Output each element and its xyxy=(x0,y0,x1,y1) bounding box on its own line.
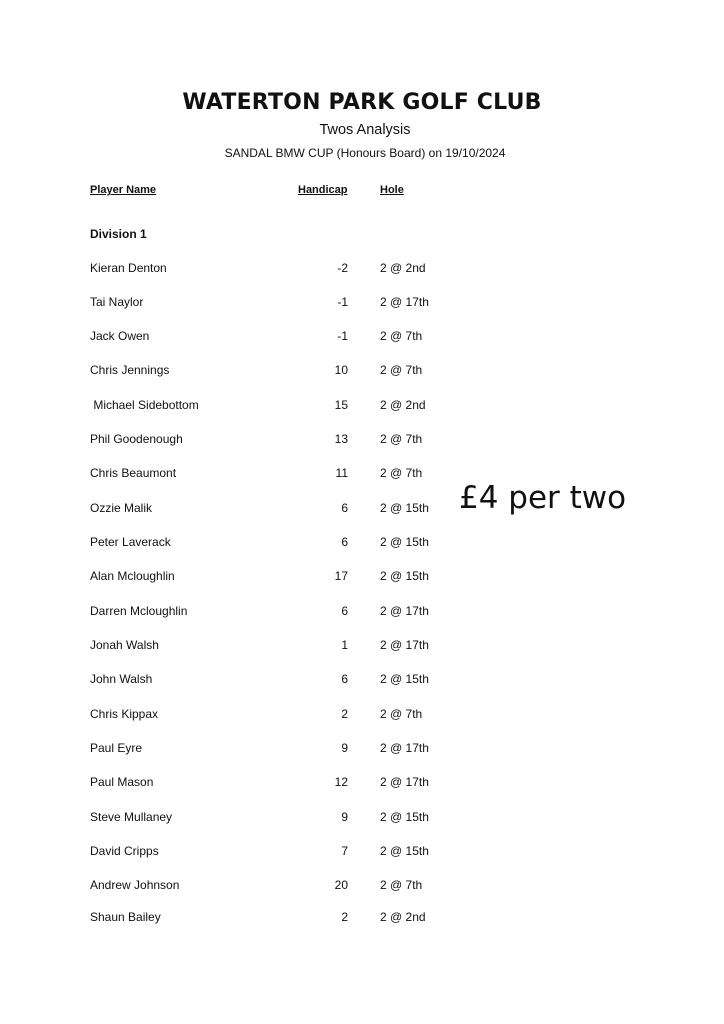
player-handicap: 9 xyxy=(341,810,348,824)
player-handicap: 2 xyxy=(341,707,348,721)
player-hole: 2 @ 17th xyxy=(380,741,429,755)
player-hole: 2 @ 15th xyxy=(380,844,429,858)
player-name: Steve Mullaney xyxy=(90,810,173,824)
player-handicap: -2 xyxy=(337,261,348,275)
player-hole: 2 @ 2nd xyxy=(380,261,426,275)
player-name: Michael Sidebottom xyxy=(90,398,199,412)
player-hole: 2 @ 15th xyxy=(380,810,429,824)
player-name: Paul Eyre xyxy=(90,741,143,755)
table-row xyxy=(0,841,724,861)
player-hole: 2 @ 7th xyxy=(380,466,423,480)
competition-line: SANDAL BMW CUP (Honours Board) on 19/10/2024 xyxy=(224,146,506,160)
player-hole: 2 @ 2nd xyxy=(380,398,426,412)
player-hole: 2 @ 7th xyxy=(380,707,423,721)
club-title: WATERTON PARK GOLF CLUB xyxy=(182,90,542,115)
player-hole: 2 @ 17th xyxy=(380,775,429,789)
column-header-player-name: Player Name xyxy=(90,184,157,196)
table-row xyxy=(0,875,724,895)
player-hole: 2 @ 15th xyxy=(380,501,429,515)
player-handicap: 10 xyxy=(334,363,348,377)
table-row xyxy=(0,360,724,380)
column-header-handicap: Handicap xyxy=(298,184,348,196)
player-name: David Cripps xyxy=(90,844,159,858)
prize-note: £4 per two xyxy=(459,480,627,516)
player-name: Alan Mcloughlin xyxy=(90,569,175,583)
column-header-hole: Hole xyxy=(380,184,404,196)
player-name: Peter Laverack xyxy=(90,535,171,549)
player-name: Shaun Bailey xyxy=(90,910,161,924)
player-name: Kieran Denton xyxy=(90,261,167,275)
player-handicap: 17 xyxy=(334,569,348,583)
table-row xyxy=(0,395,724,415)
player-hole: 2 @ 17th xyxy=(380,638,429,652)
player-handicap: 7 xyxy=(341,844,348,858)
player-handicap: 9 xyxy=(341,741,348,755)
player-name: Chris Kippax xyxy=(90,707,159,721)
player-hole: 2 @ 7th xyxy=(380,363,423,377)
table-row xyxy=(0,738,724,758)
player-hole: 2 @ 15th xyxy=(380,569,429,583)
table-row xyxy=(0,429,724,449)
player-handicap: 15 xyxy=(334,398,348,412)
player-hole: 2 @ 7th xyxy=(380,878,423,892)
table-row xyxy=(0,807,724,827)
player-name: Jack Owen xyxy=(90,329,150,343)
player-name: Chris Beaumont xyxy=(90,466,177,480)
player-name: Paul Mason xyxy=(90,775,154,789)
table-row xyxy=(0,258,724,278)
table-row xyxy=(0,635,724,655)
table-row xyxy=(0,704,724,724)
player-name: Tai Naylor xyxy=(90,295,144,309)
player-handicap: 6 xyxy=(341,501,348,515)
player-name: Jonah Walsh xyxy=(90,638,159,652)
player-name: Andrew Johnson xyxy=(90,878,180,892)
player-name: John Walsh xyxy=(90,672,153,686)
table-row xyxy=(0,772,724,792)
report-subtitle: Twos Analysis xyxy=(319,122,411,138)
player-handicap: 2 xyxy=(341,910,348,924)
table-row xyxy=(0,669,724,689)
player-hole: 2 @ 2nd xyxy=(380,910,426,924)
player-hole: 2 @ 15th xyxy=(380,672,429,686)
player-name: Ozzie Malik xyxy=(90,501,153,515)
player-hole: 2 @ 17th xyxy=(380,604,429,618)
table-row xyxy=(0,532,724,552)
player-handicap: 13 xyxy=(334,432,348,446)
division-heading: Division 1 xyxy=(90,227,147,241)
player-hole: 2 @ 15th xyxy=(380,535,429,549)
player-handicap: -1 xyxy=(337,295,348,309)
player-handicap: 6 xyxy=(341,604,348,618)
player-hole: 2 @ 17th xyxy=(380,295,429,309)
table-row xyxy=(0,292,724,312)
player-name: Chris Jennings xyxy=(90,363,170,377)
table-row xyxy=(0,326,724,346)
player-handicap: 12 xyxy=(334,775,348,789)
player-handicap: -1 xyxy=(337,329,348,343)
player-handicap: 11 xyxy=(335,466,348,480)
player-handicap: 6 xyxy=(341,672,348,686)
player-name: Phil Goodenough xyxy=(90,432,183,446)
table-row xyxy=(0,601,724,621)
player-handicap: 1 xyxy=(341,638,348,652)
player-name: Darren Mcloughlin xyxy=(90,604,188,618)
table-row xyxy=(0,907,724,927)
player-hole: 2 @ 7th xyxy=(380,432,423,446)
table-row xyxy=(0,566,724,586)
player-hole: 2 @ 7th xyxy=(380,329,423,343)
player-handicap: 20 xyxy=(334,878,348,892)
player-handicap: 6 xyxy=(341,535,348,549)
